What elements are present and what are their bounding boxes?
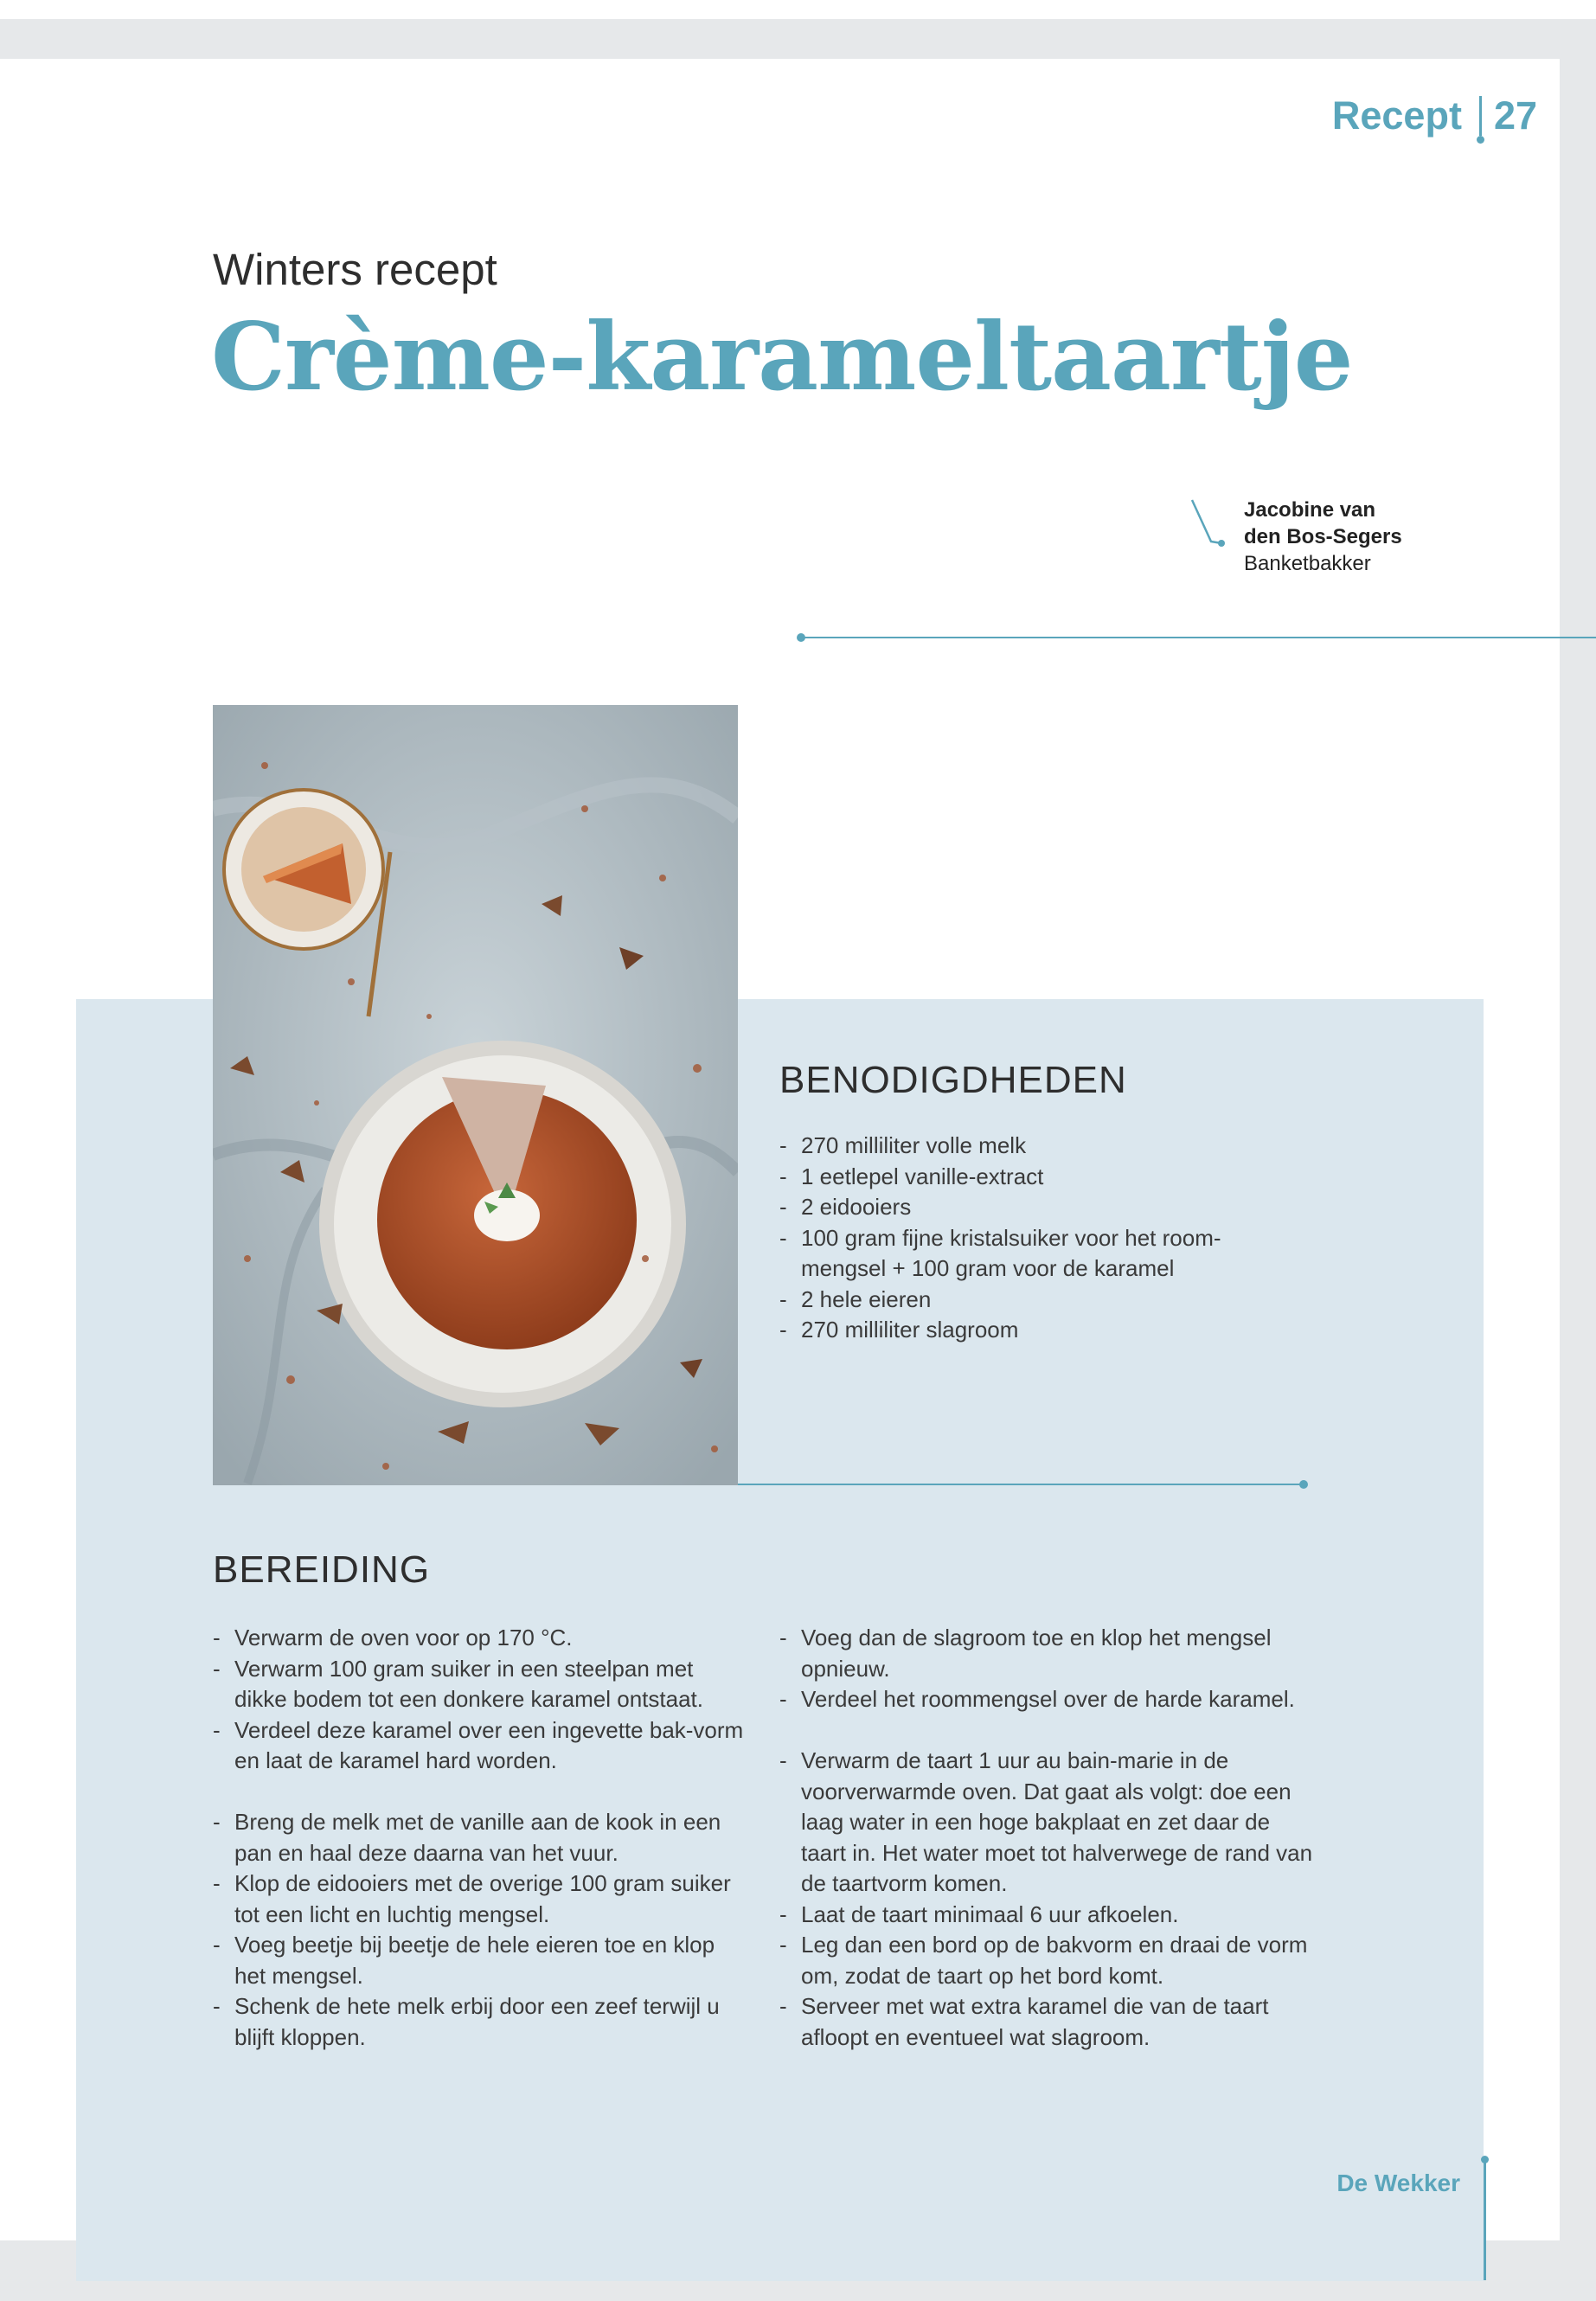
list-item: - Schenk de hete melk erbij door een zeef terwijl u blijft kloppen. (213, 1991, 749, 2053)
author-role: Banketbakker (1244, 552, 1371, 575)
ingredients-list (779, 1131, 1281, 1346)
header-separator (1479, 96, 1482, 136)
list-item: - Verwarm de oven voor op 170 °C. (213, 1623, 749, 1654)
page-header (1332, 93, 1537, 138)
list-item: - Voeg dan de slagroom toe en klop het mengsel opnieuw. (779, 1623, 1316, 1684)
author-block (1244, 497, 1402, 577)
list-item: - 100 gram fijne kristalsuiker voor het room-mengsel + 100 gram voor de karamel (779, 1223, 1281, 1285)
list-item: - Breng de melk met de vanille aan de kook in een pan en haal deze daarna van het vuur. (213, 1807, 749, 1868)
list-item: - Laat de taart minimaal 6 uur afkoelen. (779, 1900, 1316, 1931)
preparation-list-left (213, 1623, 749, 2053)
list-item: - Leg dan een bord op de bakvorm en draai de vorm om, zodat de taart op het bord komt. (779, 1930, 1316, 1991)
list-item: - Serveer met wat extra karamel die van de taart afloopt en eventueel wat slagroom. (779, 1991, 1316, 2053)
list-item: - Klop de eidooiers met de overige 100 gram suiker tot een licht en luchtig mengsel. (213, 1868, 749, 1930)
list-item: - 270 milliliter volle melk (779, 1131, 1281, 1162)
recipe-kicker: Winters recept (213, 245, 497, 294)
page-number: 27 (1493, 93, 1537, 138)
list-item: - 1 eetlepel vanille-extract (779, 1162, 1281, 1193)
footer-brand: De Wekker (1336, 2170, 1460, 2196)
list-item: - 2 hele eieren (779, 1285, 1281, 1316)
author-name-line1: Jacobine van (1244, 498, 1376, 522)
preparation-heading: BEREIDING (213, 1548, 431, 1591)
list-item: - Verwarm 100 gram suiker in een steelpan met dikke bodem tot een donkere karamel ontstaat. (213, 1654, 749, 1715)
author-pointer-icon (1190, 497, 1225, 548)
list-item: - 2 eidooiers (779, 1192, 1281, 1223)
divider-line (800, 637, 1596, 638)
section-label: Recept (1331, 93, 1462, 138)
footer-rule (1484, 2159, 1486, 2280)
flan-on-plate-photo-icon (213, 705, 738, 1485)
recipe-title: Crème-karameltaartje (211, 303, 1353, 412)
preparation-list-right (779, 1623, 1316, 2053)
flan-photo (213, 705, 738, 1485)
ingredients-heading: BENODIGDHEDEN (779, 1059, 1127, 1101)
list-item: - Verdeel het roommengsel over de harde karamel. (779, 1684, 1316, 1715)
list-item: - Verdeel deze karamel over een ingevette bak-vorm en laat de karamel hard worden. (213, 1715, 749, 1777)
author-name-line2: den Bos-Segers (1244, 525, 1402, 548)
list-item: - Voeg beetje bij beetje de hele eieren toe en klop het mengsel. (213, 1930, 749, 1991)
list-item: - 270 milliliter slagroom (779, 1315, 1281, 1346)
divider-line-mid (738, 1484, 1304, 1485)
page-frame-right (1560, 19, 1596, 2301)
list-item: - Verwarm de taart 1 uur au bain-marie in de voorverwarmde oven. Dat gaat als volgt: doe een laag water in een hoge bakplaat en zet daar de taart in. Het water moet tot halverwege de rand van de taartvorm komen. (779, 1746, 1316, 1900)
page-frame-top (0, 19, 1596, 59)
